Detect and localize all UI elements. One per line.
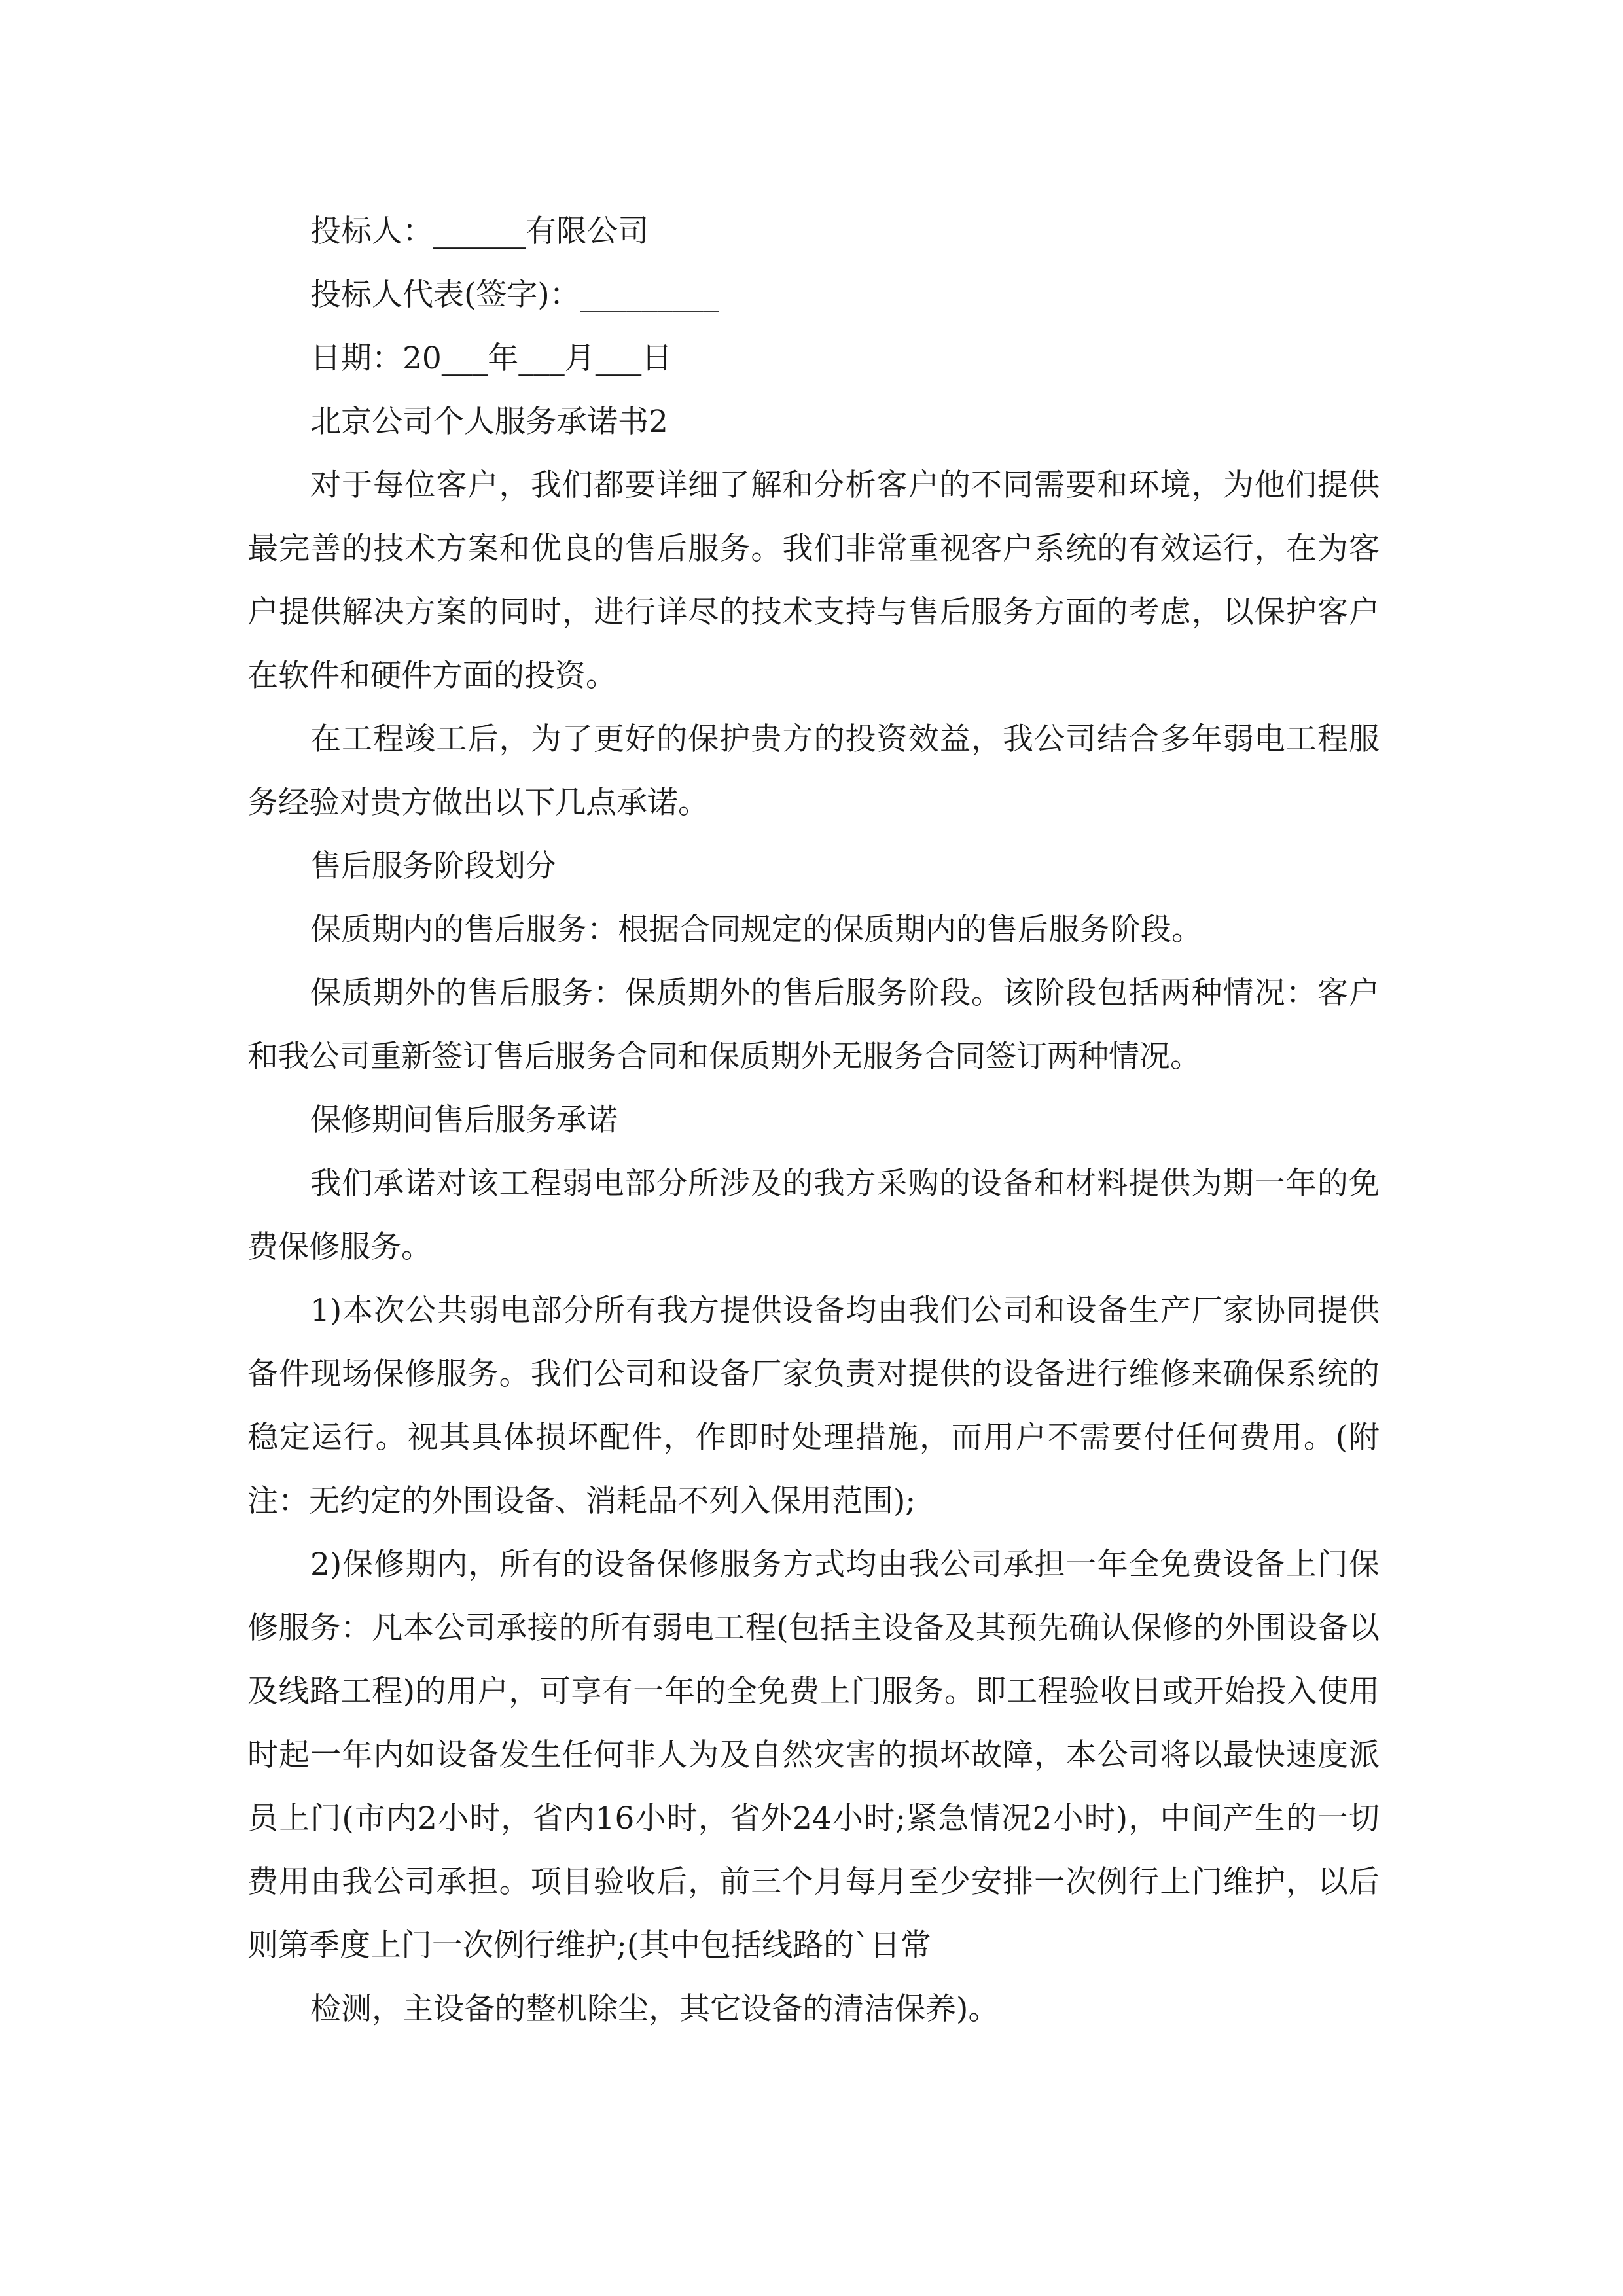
document-page xyxy=(247,200,1380,2041)
paragraph-item-2: 2)保修期内，所有的设备保修服务方式均由我公司承担一年全免费设备上门保修服务：凡本公司承接的所有弱电工程(包括主设备及其预先确认保修的外围设备以及线路工程)的用户，可享有一年的全免费上门服务。即工程验收日或开始投入使用时起一年内如设备发生任何非人为及自然灾害的损坏故障，本公司将以最快速度派员上门(市内2小时，省内16小时，省外24小时;紧急情况2小时)，中间产生的一切费用由我公司承担。项目验收后，前三个月每月至少安排一次例行上门维护，以后则第季度上门一次例行维护;(其中包括线路的`日常 xyxy=(247,1547,1380,1964)
heading-warranty-commitment: 保修期间售后服务承诺 xyxy=(310,1102,618,1138)
bidder-line: 投标人：______有限公司 xyxy=(310,213,649,249)
paragraph-commitment-intro: 在工程竣工后，为了更好的保护贵方的投资效益，我公司结合多年弱电工程服务经验对贵方做出以下几点承诺。 xyxy=(247,721,1380,821)
representative-signature-line: 投标人代表(签字)：_________ xyxy=(310,277,719,313)
paragraph-item-1: 1)本次公共弱电部分所有我方提供设备均由我们公司和设备生产厂家协同提供备件现场保修服务。我们公司和设备厂家负责对提供的设备进行维修来确保系统的稳定运行。视其具体损坏配件，作即时处理措施，而用户不需要付任何费用。(附注：无约定的外围设备、消耗品不列入保用范围); xyxy=(247,1293,1380,1519)
heading-service-stages: 售后服务阶段划分 xyxy=(310,848,556,884)
paragraph-in-warranty: 保质期内的售后服务：根据合同规定的保质期内的售后服务阶段。 xyxy=(310,912,1202,948)
date-line: 日期：20___年___月___日 xyxy=(310,340,673,376)
paragraph-free-warranty: 我们承诺对该工程弱电部分所涉及的我方采购的设备和材料提供为期一年的免费保修服务。 xyxy=(247,1166,1380,1265)
paragraph-out-of-warranty: 保质期外的售后服务：保质期外的售后服务阶段。该阶段包括两种情况：客户和我公司重新签订售后服务合同和保质期外无服务合同签订两种情况。 xyxy=(247,975,1380,1075)
paragraph-continuation: 检测，主设备的整机除尘，其它设备的清洁保养)。 xyxy=(310,1991,999,2027)
section-title: 北京公司个人服务承诺书2 xyxy=(310,404,668,440)
paragraph-customer-service: 对于每位客户，我们都要详细了解和分析客户的不同需要和环境，为他们提供最完善的技术方案和优良的售后服务。我们非常重视客户系统的有效运行，在为客户提供解决方案的同时，进行详尽的技术支持与售后服务方面的考虑，以保护客户在软件和硬件方面的投资。 xyxy=(247,467,1380,694)
